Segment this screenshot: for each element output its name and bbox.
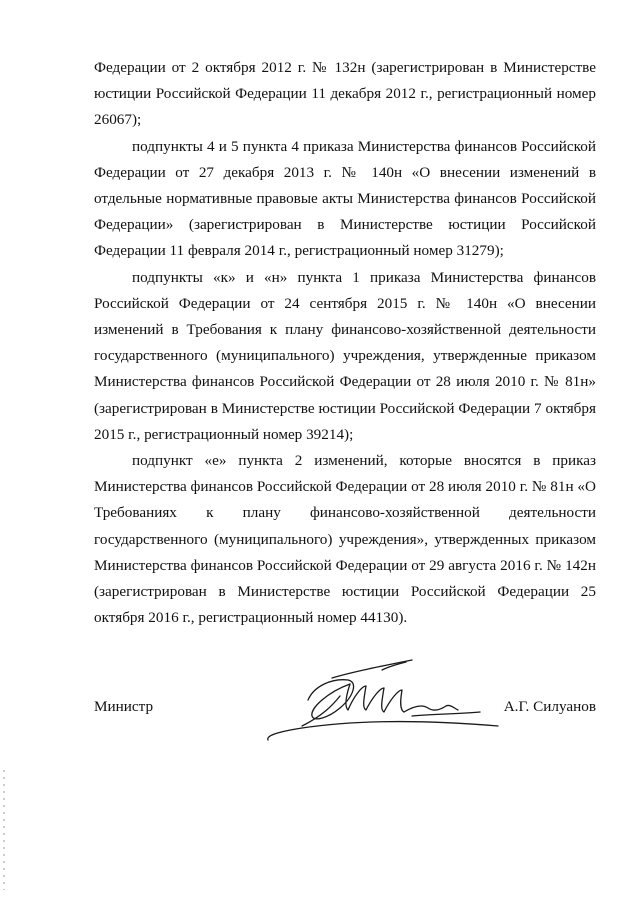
signature-block [94, 698, 596, 722]
paragraph-item: подпункты «к» и «н» пункта 1 приказа Министерства финансов Российской Федерации от 24 сентября 2015 г. № 140н «О внесении изменений в Требования к плану финансово-хозяйственной деятельности государственного (муниципального) учреждения, утвержденные приказом Министерства финансов Российской Федерации от 28 июля 2010 г. № 81н» (зарегистрирован в Министерстве юстиции Российской Федерации 7 октября 2015 г., регистрационный номер 39214); [94, 268, 596, 443]
paragraph-item: подпункты 4 и 5 пункта 4 приказа Министерства финансов Российской Федерации от 27 декабря 2013 г. № 140н «О внесении изменений в отдельные нормативные правовые акты Министерства финансов Российской Федерации» (зарегистрирован в Министерстве юстиции Российской Федерации 11 февраля 2014 г., регистрационный номер 31279); [94, 137, 596, 260]
paragraph-item: подпункт «е» пункта 2 изменений, которые вносятся в приказ Министерства финансов Российской Федерации от 28 июля 2010 г. № 81н «О Требованиях к плану финансово-хозяйственной деятельности государственного (муниципального) учреждения», утвержденных приказом Министерства финансов Российской Федерации от 29 августа 2016 г. № 142н (зарегистрирован в Министерстве юстиции Российской Федерации 25 октября 2016 г., регистрационный номер 44130). [94, 452, 596, 627]
signer-title: Министр [94, 698, 154, 715]
paragraph-continuation: Федерации от 2 октября 2012 г. № 132н (зарегистрирован в Министерстве юстиции Российской Федерации 11 декабря 2012 г., регистрационный номер 26067); [94, 59, 596, 129]
document-body [94, 55, 596, 631]
signer-name: А.Г. Силуанов [503, 698, 596, 715]
scan-edge-mark [3, 770, 5, 890]
